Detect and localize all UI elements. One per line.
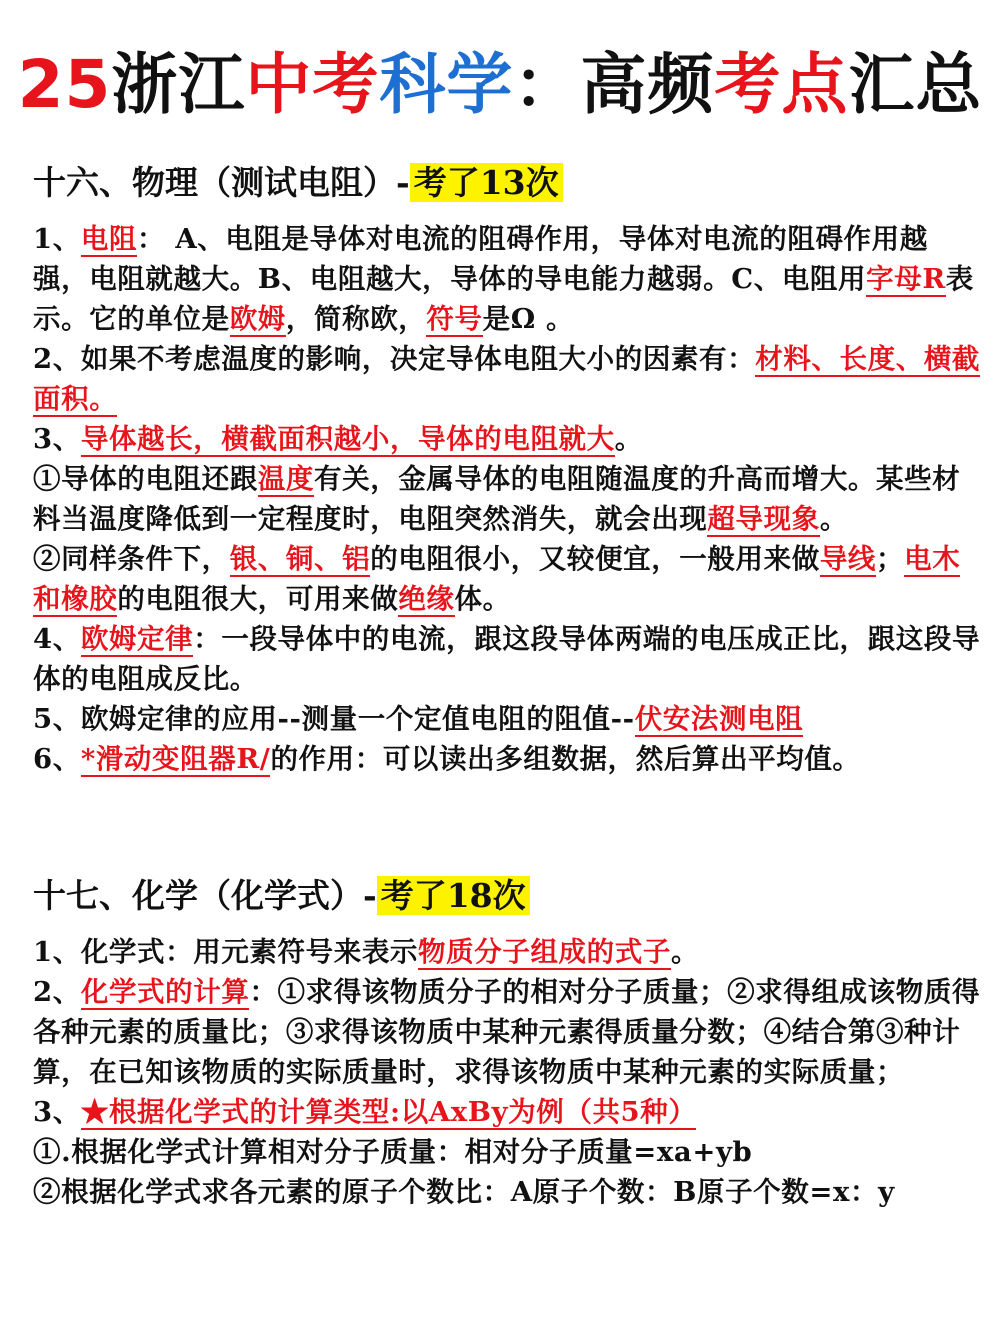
text: 体。 [454, 583, 511, 615]
section-heading-text: 十七、化学（化学式）- [33, 876, 377, 915]
paragraph-ohms-law-application [33, 699, 983, 739]
title-summary: 汇总 [848, 46, 983, 123]
text: 1、化学式：用元素符号来表示 [33, 936, 419, 968]
paragraph-molecular-mass [33, 1132, 983, 1172]
section-heading [33, 868, 983, 924]
text: 有关，金属导体的电阻随温度的升高而增大。某些材料当温度降低到一定程度时，电阻突然消失，就会出现 [33, 463, 961, 535]
highlight-text: 伏安法测电阻 [634, 703, 804, 735]
highlight-text: 字母R [866, 263, 946, 295]
text: 6、 [33, 743, 81, 775]
text: 5、欧姆定律的应用--测量一个定值电阻的阻值-- [33, 703, 635, 735]
highlight-text: 欧姆定律 [80, 623, 194, 655]
highlight-text: 导体越长，横截面积越小，导体的电阻就大 [80, 423, 615, 455]
title-points: 考点 [714, 46, 849, 123]
text: ：①求得该物质分子的相对分子质量；②求得组成该物质得各种元素的质量比；③求得该物质中某种元素得质量分数；④结合第③种计算，在已知该物质的实际质量时，求得该物质中某种元素的实际质量； [33, 976, 981, 1088]
title-subject: 科学 [379, 46, 514, 123]
text: ： A、电阻是导体对电流的阻碍作用，导体对电流的阻碍作用越强，电阻就越大。B、电阻越大，导体的导电能力越弱。C、电阻用 [33, 223, 928, 295]
text: 的电阻很大，可用来做 [117, 583, 399, 615]
highlight-text: ★根据化学式的计算类型:以AxBy为例（共5种） [80, 1096, 697, 1128]
text: ，简称欧， [285, 303, 427, 335]
highlight-text: 电阻 [80, 223, 138, 255]
highlight-text: 超导现象 [707, 503, 820, 535]
exam-count-badge: 考了13次 [410, 163, 563, 202]
text: ①导体的电阻还跟 [33, 463, 258, 495]
text: ①.根据化学式计算相对分子质量：相对分子质量=xa+yb [33, 1136, 753, 1168]
text: 3、 [33, 1096, 81, 1128]
text: 的作用：可以读出多组数据，然后算出平均值。 [270, 743, 861, 775]
title-province: 浙江 [111, 46, 246, 123]
highlight-text: 符号 [426, 303, 483, 335]
section-heading [33, 155, 983, 211]
paragraph-materials [33, 539, 983, 619]
paragraph-resistance-factors [33, 339, 983, 419]
section-heading-text: 十六、物理（测试电阻）- [33, 163, 410, 202]
section-physics [33, 155, 983, 779]
highlight-text: *滑动变阻器R/ [80, 743, 271, 775]
page-title [0, 40, 1000, 130]
text: 的电阻很小，又较便宜，一般用来做 [370, 543, 820, 575]
paragraph-atom-ratio [33, 1172, 983, 1212]
paragraph-temperature [33, 459, 983, 539]
exam-count-badge: 考了18次 [377, 876, 530, 915]
text: 表示。它的单位是 [33, 263, 974, 335]
text: ②根据化学式求各元素的原子个数比：A原子个数：B原子个数=x：y [33, 1176, 895, 1208]
title-year: 25 [17, 46, 112, 123]
text: 1、 [33, 223, 81, 255]
title-exam: 中考 [245, 46, 380, 123]
text: 3、 [33, 423, 81, 455]
highlight-text: 材料、长度、横截面积。 [33, 343, 981, 415]
highlight-text: 欧姆 [229, 303, 286, 335]
highlight-text: 温度 [257, 463, 315, 495]
paragraph-resistance-definition [33, 219, 983, 339]
highlight-text: 银、铜、铝 [229, 543, 371, 575]
text: 4、 [33, 623, 81, 655]
text: 。 [670, 936, 700, 968]
text: 。 [614, 423, 643, 455]
paragraph-rheostat [33, 739, 983, 779]
section-chemistry [33, 868, 983, 1212]
paragraph-formula-definition [33, 932, 983, 972]
highlight-text: 化学式的计算 [80, 976, 250, 1008]
text: ②同样条件下， [33, 543, 230, 575]
paragraph-resistance-rule [33, 419, 983, 459]
text: 是Ω 。 [482, 303, 575, 335]
text: ； [876, 543, 905, 575]
highlight-text: 电木和橡胶 [33, 543, 961, 615]
paragraph-formula-calculation [33, 972, 983, 1092]
text: 。 [819, 503, 848, 535]
text: 2、 [33, 976, 81, 1008]
paragraph-calculation-types [33, 1092, 983, 1132]
highlight-text: 绝缘 [398, 583, 455, 615]
paragraph-ohms-law [33, 619, 983, 699]
text: 2、如果不考虑温度的影响，决定导体电阻大小的因素有： [33, 343, 756, 375]
highlight-text: 导线 [819, 543, 877, 575]
highlight-text: 物质分子组成的式子 [418, 936, 671, 968]
text: ：一段导体中的电流，跟这段导体两端的电压成正比，跟这段导体的电阻成反比。 [33, 623, 981, 695]
title-high-freq: ：高频 [513, 46, 715, 123]
